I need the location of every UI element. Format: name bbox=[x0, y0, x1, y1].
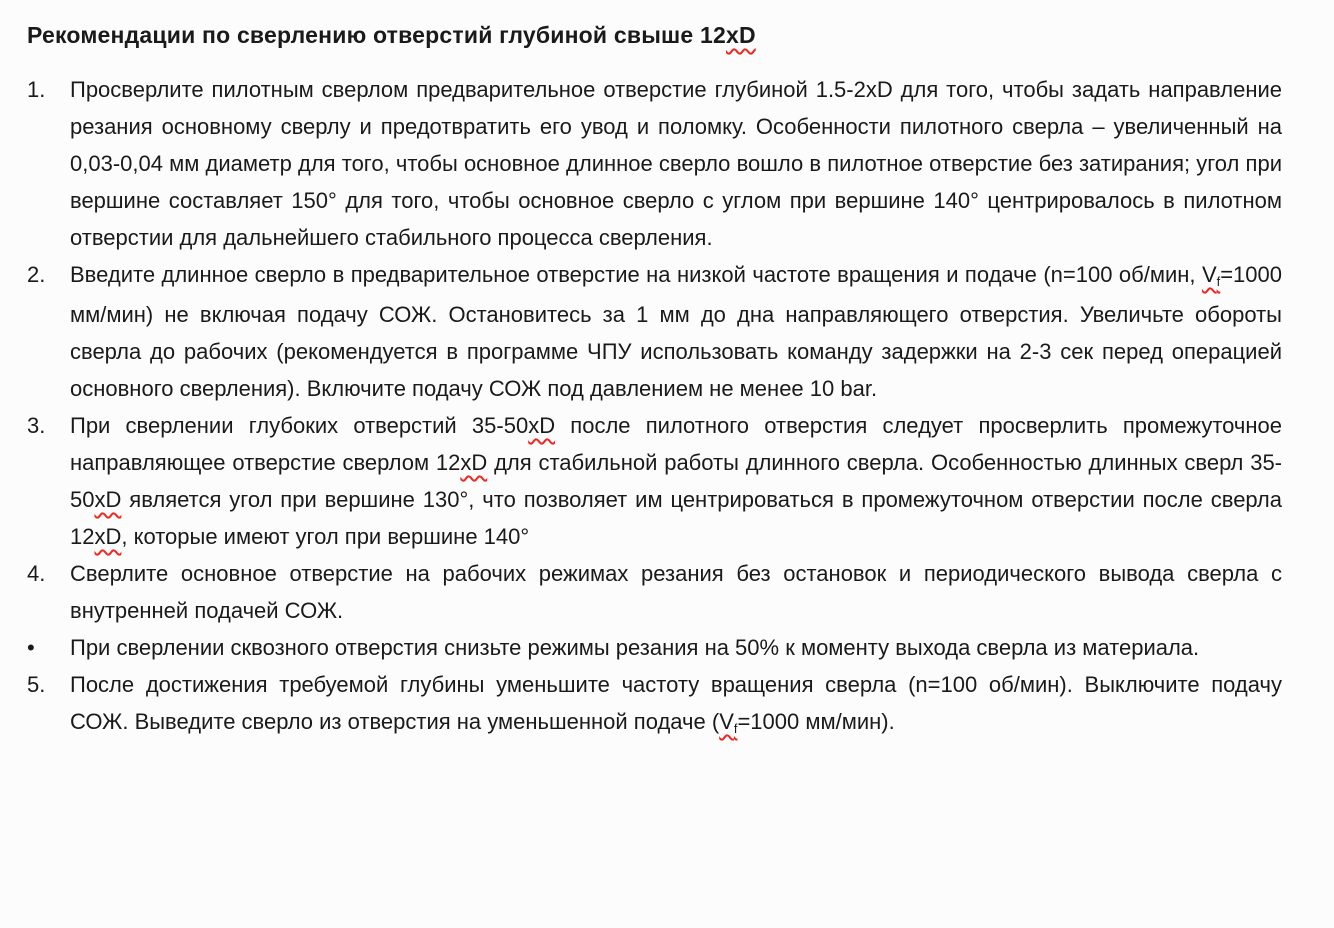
misspelled-text-run: xD bbox=[94, 524, 122, 549]
item-text bbox=[70, 71, 1282, 256]
text-run: =1000 мм/мин). bbox=[737, 709, 895, 734]
text-run: Введите длинное сверло в предварительное отверстие на низкой частоте вращения и подаче (n=100 об/мин, bbox=[70, 262, 1202, 287]
list-item bbox=[27, 256, 1282, 407]
list-item bbox=[27, 71, 1282, 256]
item-text bbox=[70, 256, 1282, 407]
text-run: =1000 мм/мин) не включая подачу СОЖ. Остановитесь за 1 мм до дна направляющего отверстия. Увеличьте обороты сверла до рабочих (рекомендуется в программе ЧПУ использовать команду задержки на 2-3 сек перед операцией основного сверления). Включите подачу СОЖ под давлением не менее 10 bar. bbox=[70, 262, 1282, 401]
text-run: При сверлении глубоких отверстий 35-50 bbox=[70, 413, 529, 438]
item-text bbox=[70, 407, 1282, 555]
doc-title bbox=[27, 20, 1282, 50]
item-marker: 5. bbox=[27, 672, 46, 697]
item-marker: 2. bbox=[27, 262, 46, 287]
subscript-text: f bbox=[1216, 273, 1221, 289]
misspelled-text-run: Vf bbox=[1201, 262, 1221, 289]
misspelled-text-run: xD bbox=[528, 413, 556, 438]
misspelled-text-run: xD bbox=[94, 487, 122, 512]
text-run: для стабильной работы длинного сверла. Особенностью длинных сверл 35-50 bbox=[70, 450, 1282, 512]
item-text bbox=[70, 629, 1282, 666]
list-item bbox=[27, 629, 1282, 666]
list-item bbox=[27, 666, 1282, 743]
misspelled-text-run: xD bbox=[460, 450, 488, 475]
text-run: Сверлите основное отверстие на рабочих режимах резания без остановок и периодического вывода сверла с внутренней подачей СОЖ. bbox=[70, 561, 1282, 623]
item-text bbox=[70, 555, 1282, 629]
text-run: Рекомендации по сверлению отверстий глубиной свыше 12 bbox=[27, 22, 726, 48]
text-run: после пилотного отверстия следует просверлить промежуточное направляющее отверстие сверлом 12 bbox=[70, 413, 1283, 475]
item-marker: 4. bbox=[27, 561, 46, 586]
item-text bbox=[70, 666, 1282, 743]
text-run: При сверлении сквозного отверстия снизьте режимы резания на 50% к моменту выхода сверла из материала. bbox=[70, 635, 1200, 660]
list-item bbox=[27, 407, 1282, 555]
doc-list bbox=[27, 71, 1282, 743]
misspelled-text-run: xD bbox=[725, 22, 756, 48]
misspelled-text-run: Vf bbox=[719, 709, 738, 736]
item-marker: 1. bbox=[27, 77, 46, 102]
subscript-text: f bbox=[733, 720, 738, 736]
item-marker: • bbox=[27, 635, 35, 660]
list-item bbox=[27, 555, 1282, 629]
text-run: После достижения требуемой глубины уменьшите частоту вращения сверла (n=100 об/мин). Выключите подачу СОЖ. Выведите сверло из отверстия на уменьшенной подаче ( bbox=[70, 672, 1282, 734]
text-run: Просверлите пилотным сверлом предварительное отверстие глубиной 1.5-2xD для того, чтобы задать направление резания основному сверлу и предотвратить его увод и поломку. Особенности пилотного сверла – увеличенный на 0,03-0,04 мм диаметр для того, чтобы основное длинное сверло вошло в пилотное отверстие без затирания; угол при вершине составляет 150° для того, чтобы основное сверло с углом при вершине 140° центрировалось в пилотном отверстии для дальнейшего стабильного процесса сверления. bbox=[70, 77, 1282, 250]
text-run: , которые имеют угол при вершине 140° bbox=[121, 524, 530, 549]
text-run: является угол при вершине 130°, что позволяет им центрироваться в промежуточном отверстии после сверла 12 bbox=[70, 487, 1282, 549]
item-marker: 3. bbox=[27, 413, 46, 438]
